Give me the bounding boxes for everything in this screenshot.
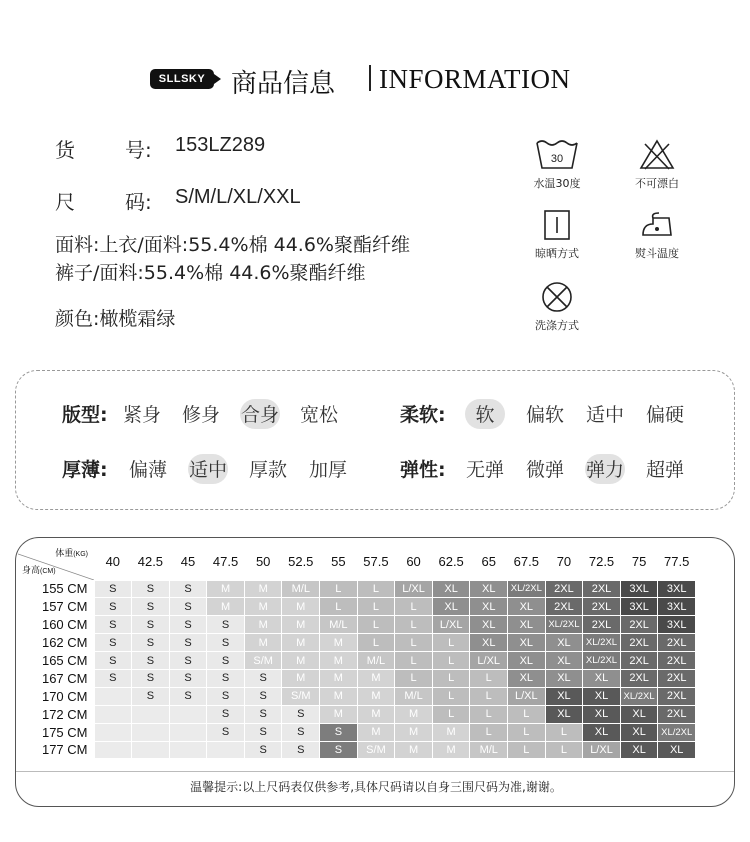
weight-column-header: 45 (169, 544, 207, 580)
size-cell: M (207, 580, 245, 598)
size-cell (132, 705, 170, 723)
elastic-option-label: 弹力 (585, 459, 624, 481)
footer-divider (16, 771, 735, 772)
size-cell: S (94, 616, 132, 634)
soft-option[interactable] (460, 400, 510, 427)
size-cell: M (320, 687, 358, 705)
size-cell: XL (508, 616, 546, 634)
size-cell: L (470, 723, 508, 741)
size-cell: S (244, 669, 282, 687)
weight-column-header: 60 (395, 544, 433, 580)
size-cell: 2XL (620, 652, 658, 670)
shape-option[interactable] (294, 400, 344, 427)
soft-option[interactable] (640, 400, 690, 427)
table-row (18, 723, 696, 741)
table-row (18, 598, 696, 616)
height-row-header: 155 CM (18, 580, 94, 598)
size-label-b: 码: (125, 190, 152, 214)
care-no-bleach-label: 不可漂白 (635, 177, 679, 190)
size-chart-panel (15, 537, 735, 807)
size-cell: XL (583, 669, 621, 687)
elastic-option[interactable] (640, 455, 690, 482)
soft-option-label: 偏硬 (645, 404, 684, 426)
size-cell: XL (432, 598, 470, 616)
table-row (18, 705, 696, 723)
fabric-top: 面料:上衣/面料:55.4%棉 44.6%聚酯纤维 (55, 234, 410, 256)
height-axis-label: 身高 (22, 565, 41, 575)
size-cell: S (169, 580, 207, 598)
size-cell: M (432, 723, 470, 741)
size-cell: XL (470, 580, 508, 598)
size-cell: M (282, 669, 320, 687)
size-cell: S (207, 616, 245, 634)
size-row (55, 186, 355, 214)
size-cell: S (207, 652, 245, 670)
size-cell: M (395, 723, 433, 741)
care-washing (522, 280, 592, 333)
item-number-value: 153LZ289 (175, 134, 266, 156)
elastic-option-label: 超弹 (645, 459, 684, 481)
size-cell: 2XL (658, 669, 696, 687)
size-cell: XL (508, 634, 546, 652)
height-row-header: 172 CM (18, 705, 94, 723)
care-ironing (622, 208, 692, 261)
size-cell: L/XL (583, 741, 621, 759)
elastic-option-label: 无弹 (465, 459, 504, 481)
size-cell: 2XL (583, 616, 621, 634)
size-cell: S (207, 723, 245, 741)
size-cell: S (244, 723, 282, 741)
size-cell: S (207, 705, 245, 723)
size-cell (169, 705, 207, 723)
size-cell: L (432, 652, 470, 670)
fabric-pants: 裤子/面料:55.4%棉 44.6%聚酯纤维 (55, 262, 366, 284)
size-cell: 3XL (658, 598, 696, 616)
title-english: INFORMATION (379, 64, 571, 94)
softness-label: 柔软: (400, 404, 446, 426)
size-cell: 2XL (620, 669, 658, 687)
size-cell: M (207, 598, 245, 616)
size-cell: M (244, 634, 282, 652)
size-cell: S (169, 634, 207, 652)
size-cell: S (207, 687, 245, 705)
soft-option-label: 偏软 (525, 404, 564, 426)
shape-option-label: 修身 (181, 404, 220, 426)
weight-axis-label: 体重 (55, 548, 74, 558)
weight-column-header: 70 (545, 544, 583, 580)
size-cell: L (545, 741, 583, 759)
size-cell: XL/2XL (583, 634, 621, 652)
size-cell: S (132, 616, 170, 634)
size-cell: L (395, 598, 433, 616)
wash-temp-number: 30 (550, 153, 564, 165)
size-cell: 2XL (658, 634, 696, 652)
size-cell: 3XL (658, 616, 696, 634)
size-cell: 2XL (620, 616, 658, 634)
size-cell: M (357, 705, 395, 723)
size-cell (94, 705, 132, 723)
shape-option-label: 合身 (240, 404, 279, 426)
title-chinese: 商品信息 (231, 69, 336, 99)
size-cell: L (470, 669, 508, 687)
size-cell (94, 723, 132, 741)
size-cell: XL (583, 723, 621, 741)
size-cell: S (132, 598, 170, 616)
care-wash-temp-label: 水温30度 (533, 177, 581, 190)
size-cell: XL (620, 705, 658, 723)
size-cell: M (395, 705, 433, 723)
size-cell: S (207, 634, 245, 652)
size-cell: M (320, 669, 358, 687)
size-cell: XL (432, 580, 470, 598)
weight-column-header: 65 (470, 544, 508, 580)
size-cell: M/L (357, 652, 395, 670)
size-cell: S (282, 741, 320, 759)
size-cell: S (244, 741, 282, 759)
page-header (0, 62, 750, 99)
size-cell: XL (545, 634, 583, 652)
color-row: 颜色:橄榄霜绿 (55, 308, 176, 330)
height-row-header: 165 CM (18, 652, 94, 670)
size-cell (169, 741, 207, 759)
size-cell: L (508, 741, 546, 759)
elastic-option[interactable] (520, 455, 570, 482)
item-number-row (55, 134, 355, 162)
weight-column-header: 47.5 (207, 544, 245, 580)
shape-option[interactable] (176, 400, 226, 427)
size-cell: S (169, 669, 207, 687)
shape-option[interactable] (235, 400, 285, 427)
soft-option-label: 软 (475, 404, 495, 426)
size-cell (94, 741, 132, 759)
size-cell: L (395, 669, 433, 687)
size-chart-table (18, 544, 696, 759)
size-cell: L (357, 580, 395, 598)
size-cell: L (508, 723, 546, 741)
thick-option[interactable] (243, 455, 293, 482)
size-cell: M (244, 598, 282, 616)
play-arrow-icon (214, 74, 221, 84)
size-cell (132, 741, 170, 759)
size-cell: XL (620, 723, 658, 741)
size-cell: XL (508, 598, 546, 616)
table-row (18, 741, 696, 759)
size-cell: XL (545, 705, 583, 723)
size-cell: S (132, 634, 170, 652)
size-cell: S (169, 687, 207, 705)
size-cell: S (169, 598, 207, 616)
size-cell: M (244, 616, 282, 634)
size-cell: S (132, 652, 170, 670)
size-cell: M (320, 705, 358, 723)
size-cell: XL (508, 669, 546, 687)
size-cell: 2XL (583, 580, 621, 598)
size-cell: M/L (282, 580, 320, 598)
size-cell: L (357, 616, 395, 634)
size-cell: 2XL (658, 687, 696, 705)
size-cell: 2XL (545, 598, 583, 616)
size-cell: S (94, 580, 132, 598)
shape-option[interactable] (117, 400, 167, 427)
table-row (18, 652, 696, 670)
size-cell: 2XL (583, 598, 621, 616)
weight-column-header: 75 (620, 544, 658, 580)
size-cell: S (94, 669, 132, 687)
size-cell: L (395, 652, 433, 670)
elastic-option[interactable] (580, 455, 630, 482)
size-cell: M (357, 723, 395, 741)
height-row-header: 177 CM (18, 741, 94, 759)
iron-icon (637, 208, 677, 242)
size-cell: S (244, 705, 282, 723)
weight-column-header: 42.5 (132, 544, 170, 580)
size-cell: XL/2XL (583, 652, 621, 670)
size-cell: L (470, 705, 508, 723)
size-cell: S (94, 598, 132, 616)
size-cell: M (282, 598, 320, 616)
size-cell: M/L (470, 741, 508, 759)
size-cell: M (282, 616, 320, 634)
height-axis-unit: (CM) (40, 568, 56, 575)
size-cell: L (320, 580, 358, 598)
thick-option[interactable] (123, 455, 173, 482)
size-cell: S (94, 652, 132, 670)
size-cell: XL/2XL (508, 580, 546, 598)
weight-column-header: 62.5 (432, 544, 470, 580)
size-cell: S/M (244, 652, 282, 670)
wash-basin-icon (534, 138, 580, 172)
size-cell: L (395, 616, 433, 634)
size-cell: S/M (357, 741, 395, 759)
care-ironing-label: 熨斗温度 (635, 247, 679, 260)
size-label-a: 尺 (55, 190, 75, 214)
height-row-header: 167 CM (18, 669, 94, 687)
size-cell: 3XL (620, 598, 658, 616)
weight-column-header: 55 (320, 544, 358, 580)
fit-attributes-panel (15, 370, 735, 510)
size-cell: XL (470, 598, 508, 616)
weight-axis-unit: (KG) (73, 551, 88, 558)
size-cell: 2XL (545, 580, 583, 598)
no-bleach-icon (637, 138, 677, 172)
size-cell: 2XL (658, 705, 696, 723)
drying-icon (537, 208, 577, 242)
elastic-option[interactable] (460, 455, 510, 482)
size-footer-note: 温馨提示:以上尺码表仅供参考,具体尺码请以自身三围尺码为准,谢谢。 (190, 780, 562, 794)
thickness-label: 厚薄: (62, 459, 108, 481)
size-cell: L/XL (470, 652, 508, 670)
size-cell: M/L (395, 687, 433, 705)
size-cell: L/XL (395, 580, 433, 598)
weight-column-header: 50 (244, 544, 282, 580)
soft-option[interactable] (520, 400, 570, 427)
height-row-header: 175 CM (18, 723, 94, 741)
size-cell: M (282, 634, 320, 652)
thick-option[interactable] (303, 455, 353, 482)
size-cell: S (282, 705, 320, 723)
table-row (18, 669, 696, 687)
size-cell: S (244, 687, 282, 705)
size-cell: S (169, 652, 207, 670)
size-cell: L (357, 634, 395, 652)
size-cell: XL (658, 741, 696, 759)
shape-option-label: 紧身 (122, 404, 161, 426)
care-washing-label: 洗涤方式 (535, 319, 579, 332)
size-cell: L (320, 598, 358, 616)
size-cell: XL (508, 652, 546, 670)
table-corner (18, 544, 94, 580)
size-cell: XL (470, 634, 508, 652)
size-cell: L (432, 705, 470, 723)
weight-column-header: 77.5 (658, 544, 696, 580)
care-wash-temp (522, 138, 592, 191)
size-cell: M (282, 652, 320, 670)
size-cell: L (432, 687, 470, 705)
size-cell: L/XL (508, 687, 546, 705)
size-value: S/M/L/XL/XXL (175, 186, 301, 208)
size-cell: L (432, 634, 470, 652)
weight-column-header: 52.5 (282, 544, 320, 580)
soft-option-label: 适中 (585, 404, 624, 426)
size-cell: XL (583, 687, 621, 705)
item-number-label-a: 货 (55, 138, 75, 162)
size-cell: S (94, 634, 132, 652)
size-cell: M (357, 687, 395, 705)
size-cell: XL/2XL (620, 687, 658, 705)
size-cell: S (169, 616, 207, 634)
size-cell: L (508, 705, 546, 723)
size-cell: M/L (320, 616, 358, 634)
table-row (18, 687, 696, 705)
weight-header-row (18, 544, 696, 580)
care-drying-label: 晾晒方式 (535, 247, 579, 260)
table-row (18, 634, 696, 652)
care-no-bleach (622, 138, 692, 191)
size-cell (94, 687, 132, 705)
thick-option-label: 厚款 (248, 459, 287, 481)
size-cell: 2XL (620, 634, 658, 652)
washing-icon (537, 280, 577, 314)
size-cell: XL (583, 705, 621, 723)
brand-logo: SLLSKY (150, 69, 214, 89)
size-cell: XL (545, 669, 583, 687)
size-cell: L (395, 634, 433, 652)
size-cell: XL (545, 652, 583, 670)
size-cell: M (320, 634, 358, 652)
height-row-header: 160 CM (18, 616, 94, 634)
size-cell: S (132, 687, 170, 705)
size-cell: 3XL (658, 580, 696, 598)
weight-column-header: 57.5 (357, 544, 395, 580)
size-cell: S (320, 723, 358, 741)
thick-option-label: 适中 (188, 459, 227, 481)
size-cell: XL (470, 616, 508, 634)
size-cell: 3XL (620, 580, 658, 598)
elasticity-label: 弹性: (400, 459, 446, 481)
title-divider (369, 65, 371, 91)
size-cell: M (432, 741, 470, 759)
size-cell (132, 723, 170, 741)
shape-option-label: 宽松 (299, 404, 338, 426)
size-cell: L/XL (432, 616, 470, 634)
size-cell: XL (545, 687, 583, 705)
size-cell: S (132, 580, 170, 598)
weight-column-header: 67.5 (508, 544, 546, 580)
size-cell: M (244, 580, 282, 598)
table-row (18, 616, 696, 634)
size-cell: S (282, 723, 320, 741)
size-cell: M (320, 652, 358, 670)
size-cell: L (432, 669, 470, 687)
weight-column-header: 72.5 (583, 544, 621, 580)
size-cell: S (320, 741, 358, 759)
soft-option[interactable] (580, 400, 630, 427)
size-cell: S (132, 669, 170, 687)
thick-option[interactable] (183, 455, 233, 482)
size-cell: L (357, 598, 395, 616)
size-cell (207, 741, 245, 759)
size-cell: 2XL (658, 652, 696, 670)
elastic-option-label: 微弹 (525, 459, 564, 481)
size-cell: M (357, 669, 395, 687)
shape-label: 版型: (62, 404, 108, 426)
size-cell: XL/2XL (545, 616, 583, 634)
care-drying (522, 208, 592, 261)
size-cell: S (207, 669, 245, 687)
size-cell: L (470, 687, 508, 705)
size-cell: L (545, 723, 583, 741)
thick-option-label: 加厚 (308, 459, 347, 481)
size-cell: XL (620, 741, 658, 759)
height-row-header: 162 CM (18, 634, 94, 652)
size-cell (169, 723, 207, 741)
item-number-label-b: 号: (125, 138, 152, 162)
height-row-header: 170 CM (18, 687, 94, 705)
size-cell: XL/2XL (658, 723, 696, 741)
height-row-header: 157 CM (18, 598, 94, 616)
table-row (18, 580, 696, 598)
weight-column-header: 40 (94, 544, 132, 580)
size-cell: S/M (282, 687, 320, 705)
size-cell: M (395, 741, 433, 759)
thick-option-label: 偏薄 (128, 459, 167, 481)
